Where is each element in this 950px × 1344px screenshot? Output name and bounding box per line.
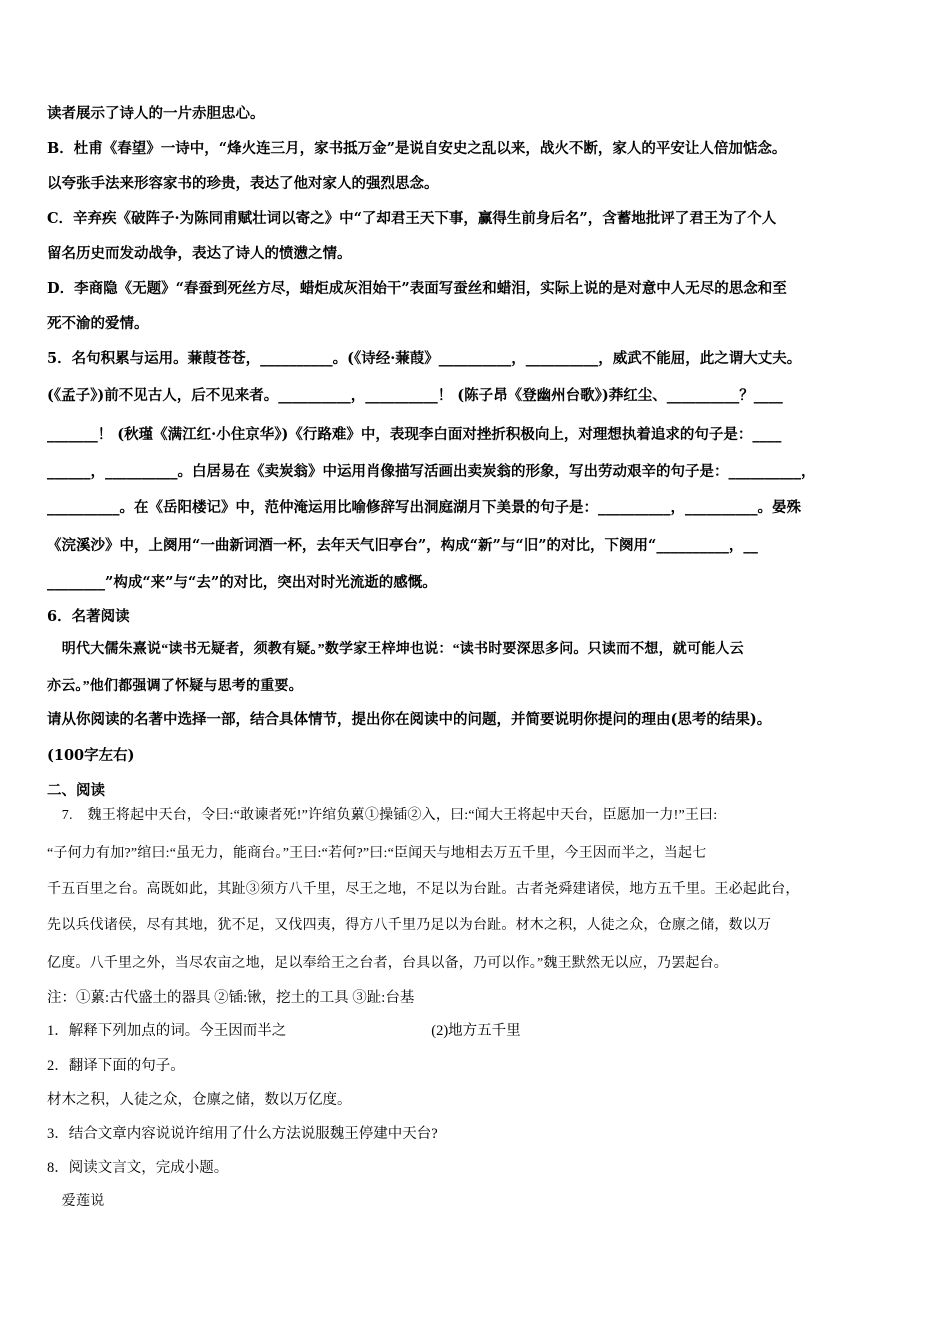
text-line: 《浣溪沙》中，上阕用“一曲新词酒一杯，去年天气旧亭台”，构成“新”与“旧”的对比，下阕用“__________，__ — [47, 537, 758, 554]
text-line: 千五百里之台。高既如此，其趾③须方八千里，尽王之地，不足以为台趾。古者尧舜建诸侯，地方五千里。王必起此台， — [47, 882, 800, 897]
option-c: C．辛弃疾《破阵子·为陈同甫赋壮词以寄之》中“了却君王天下事，赢得生前身后名”，含蓄地批评了君王为了个人 — [47, 210, 777, 227]
text-line: 亿度。八千里之外，当尽农亩之地，足以奉给王之台者，台具以备，乃可以作。”魏王默然无以应，乃罢起台。 — [47, 956, 729, 971]
word-limit: (100字左右) — [47, 747, 135, 764]
text-line: __________。在《岳阳楼记》中，范仲淹运用比喻修辞写出洞庭湖月下美景的句子是：__________，__________。晏殊 — [47, 499, 801, 516]
question-5: 5．名句积累与运用。蒹葭苍苍，__________。(《诗经·蒹葭》__________，__________，威武不能屈，此之谓大丈夫。 — [47, 350, 802, 367]
essay-title: 爱莲说 — [47, 1194, 105, 1209]
text-line: 死不渝的爱情。 — [47, 315, 149, 332]
option-d: D．李商隐《无题》“春蚕到死丝方尽，蜡炬成灰泪始干”表面写蚕丝和蜡泪，实际上说的是对意中人无尽的思念和至 — [47, 280, 787, 297]
text-line: 读者展示了诗人的一片赤胆忠心。 — [47, 105, 265, 122]
text-line: 留名历史而发动战争，表达了诗人的愤懑之情。 — [47, 245, 352, 262]
text-line: 材木之积，人徒之众，仓廪之储，数以万亿度。 — [47, 1092, 352, 1108]
question-8: 8．阅读文言文，完成小题。 — [47, 1160, 229, 1176]
passage-7: 7. 魏王将起中天台，令曰:“敢谏者死!”许绾负蔂①操锸②入，曰:“闻大王将起中天台，臣愿加一力!”王曰: — [47, 808, 718, 823]
text-line: ______，__________。白居易在《卖炭翁》中运用肖像描写活画出卖炭翁的形象，写出劳动艰辛的句子是：__________， — [47, 463, 816, 480]
question-6-prompt: 请从你阅读的名著中选择一部，结合具体情节，提出你在阅读中的问题，并简要说明你提问的理由(思考的结果)。 — [47, 711, 772, 728]
quote-paragraph: 明代大儒朱熹说“读书无疑者，须教有疑。”数学家王梓坤也说：“读书时要深思多问。只读而不想，就可能人云 — [47, 642, 744, 657]
sub-question-3: 3．结合文章内容说说许绾用了什么方法说服魏王停建中天台? — [47, 1126, 438, 1142]
annotation-note: 注：①蔂:古代盛土的器具 ②锸:锹，挖土的工具 ③趾:台基 — [47, 990, 415, 1006]
text-line: ________”构成“来”与“去”的对比，突出对时光流逝的感慨。 — [47, 574, 437, 591]
text-line: 亦云。”他们都强调了怀疑与思考的重要。 — [47, 679, 303, 694]
sub-question-1: 1．解释下列加点的词。今王因而半之 (2)地方五千里 — [47, 1023, 521, 1039]
text-line: 以夸张手法来形容家书的珍贵，表达了他对家人的强烈思念。 — [47, 175, 439, 192]
text-line: _______！ (秋瑾《满江红·小住京华》)《行路难》中，表现李白面对挫折积极向上，对理想执着追求的句子是：____ — [47, 426, 782, 443]
option-b: B．杜甫《春望》一诗中，“烽火连三月，家书抵万金”是说自安史之乱以来，战火不断，家人的平安让人倍加惦念。 — [47, 140, 787, 157]
text-line: “子何力有加?”绾曰:“虽无力，能商台。”王曰:“若何?”曰:“臣闻天与地相去万五千里，今王因而半之，当起七 — [47, 846, 707, 861]
question-6-heading: 6．名著阅读 — [47, 608, 130, 625]
text-line: 先以兵伐诸侯，尽有其地，犹不足，又伐四夷，得方八千里乃足以为台趾。材木之积，人徒之众，仓廪之储，数以万 — [47, 918, 772, 933]
sub-question-2: 2．翻译下面的句子。 — [47, 1058, 185, 1074]
text-line: (《孟子》)前不见古人，后不见来者。__________，__________！ (陈子昂《登幽州台歌》)莽红尘、__________？____ — [47, 387, 783, 404]
section-heading-reading: 二、阅读 — [47, 782, 105, 799]
